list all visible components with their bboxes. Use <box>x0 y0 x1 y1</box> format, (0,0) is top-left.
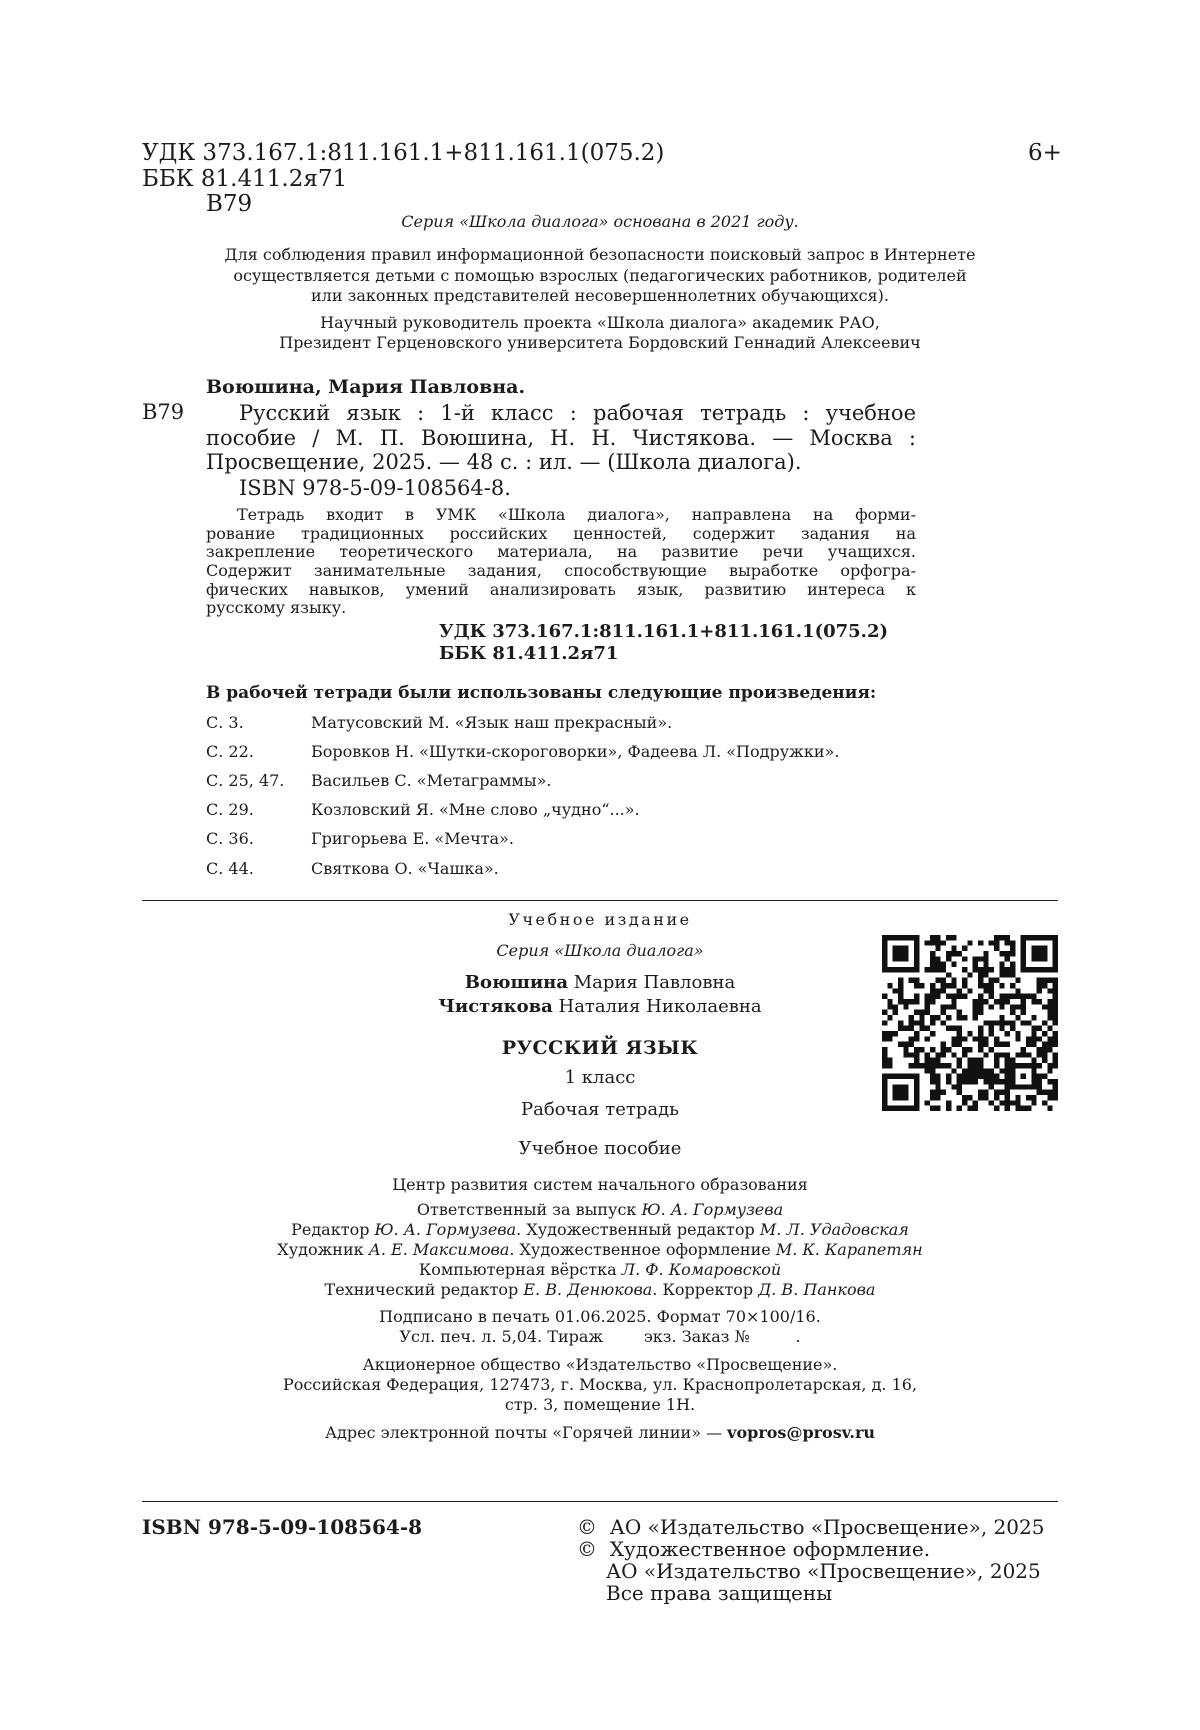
art-editor-label: . Художественный редактор <box>516 1220 760 1239</box>
layout-label: Компьютерная вёрстка <box>418 1260 622 1279</box>
catalog-mark: В79 <box>142 400 185 424</box>
annotation-line-5: фических навыков, умений анализировать язык, развитию интереса к <box>206 580 916 599</box>
supervisor-line-1: Научный руководитель проекта «Школа диалога» академик РАО, <box>320 313 880 332</box>
design-label: . Художественное оформление <box>509 1240 776 1259</box>
work-page: С. 29. <box>206 800 254 819</box>
series-note: Серия «Школа диалога» основана в 2021 году. <box>401 212 799 231</box>
catalog-description-line-2: пособие / М. П. Воюшина, Н. Н. Чистякова. — Москва : <box>206 425 916 450</box>
book-kind-2: Учебное пособие <box>518 1138 682 1159</box>
corrector-label: . Корректор <box>652 1280 759 1299</box>
catalog-description <box>206 401 916 475</box>
work-page: С. 25, 47. <box>206 771 285 790</box>
author-1-surname: Воюшина <box>464 972 569 993</box>
layout-line <box>142 1260 1058 1279</box>
divider-top <box>142 900 1058 901</box>
artist-name: А. Е. Максимова <box>368 1240 510 1259</box>
artists-line <box>142 1240 1058 1259</box>
tech-line <box>142 1280 1058 1299</box>
safety-note-line-3: или законных представителей несовершеннолетних обучающихся). <box>311 286 889 305</box>
catalog-description-line-1: Русский язык : 1-й класс : рабочая тетрадь : учебное <box>239 401 916 425</box>
annotation-line-3: закрепление теоретического материала, на развитие речи учащихся. <box>206 543 916 562</box>
book-title: РУССКИЙ ЯЗЫК <box>501 1037 699 1059</box>
catalog-author-heading: Воюшина, Мария Павловна. <box>206 376 526 398</box>
imprint-series: Серия «Школа диалога» <box>496 941 704 960</box>
work-page: С. 3. <box>206 713 244 732</box>
company-line: Акционерное общество «Издательство «Просвещение». <box>362 1355 838 1374</box>
tech-name: Е. В. Денюкова <box>523 1280 653 1299</box>
work-page: С. 44. <box>206 859 254 878</box>
email-line <box>142 1423 1058 1442</box>
annotation-line-1: Тетрадь входит в УМК «Школа диалога», направлена на форми- <box>237 506 916 524</box>
qr-code[interactable] <box>882 935 1058 1111</box>
signed-line: Подписано в печать 01.06.2025. Формат 70×100/16. <box>379 1307 821 1326</box>
catalog-udk: УДК 373.167.1:811.161.1+811.161.1(075.2) <box>439 621 888 642</box>
catalog-description-line-3: Просвещение, 2025. — 48 с. : ил. — (Школа диалога). <box>206 450 802 474</box>
email-label: Адрес электронной почты «Горячей линии» — <box>324 1423 728 1442</box>
author-mark: В79 <box>206 191 253 217</box>
annotation-line-4: Содержит занимательные задания, способствующие выработке орфогра- <box>206 562 916 581</box>
book-kind: Рабочая тетрадь <box>521 1099 679 1120</box>
author-2-name: Наталия Николаевна <box>552 996 762 1017</box>
print-sheets-line: Усл. печ. л. 5,04. Тираж экз. Заказ № . <box>399 1327 801 1346</box>
work-text: Васильев С. «Метаграммы». <box>311 771 552 790</box>
annotation-line-6: русскому языку. <box>206 598 347 618</box>
work-text: Боровков Н. «Шутки-скороговорки», Фадеева Л. «Подружки». <box>311 742 840 761</box>
work-text: Григорьева Е. «Мечта». <box>311 829 514 848</box>
address-line-2: стр. 3, помещение 1Н. <box>504 1395 696 1414</box>
work-page: С. 36. <box>206 829 254 848</box>
editor-name: Ю. А. Гормузева <box>374 1220 517 1239</box>
layout-name: Л. Ф. Комаровской <box>621 1260 782 1279</box>
art-editor-name: М. Л. Удадовская <box>759 1220 909 1239</box>
catalog-isbn: ISBN 978-5-09-108564-8. <box>239 476 511 500</box>
work-text: Матусовский М. «Язык наш прекрасный». <box>311 713 673 732</box>
catalog-bbk: ББК 81.411.2я71 <box>439 643 619 664</box>
responsible-line <box>142 1200 1058 1219</box>
email-address[interactable]: vopros@prosv.ru <box>727 1423 876 1442</box>
responsible-label: Ответственный за выпуск <box>416 1200 642 1219</box>
address-line-1: Российская Федерация, 127473, г. Москва, ул. Краснопролетарская, д. 16, <box>282 1375 918 1394</box>
bbk-code: ББК 81.411.2я71 <box>142 166 348 192</box>
author-1-name: Мария Павловна <box>568 972 736 993</box>
editor-label: Редактор <box>291 1220 375 1239</box>
copyright-line-2: © Художественное оформление. <box>577 1537 931 1561</box>
copyright-line-1: © АО «Издательство «Просвещение», 2025 <box>577 1515 1045 1539</box>
copyright-line-3: АО «Издательство «Просвещение», 2025 <box>606 1559 1041 1583</box>
footer-isbn: ISBN 978-5-09-108564-8 <box>142 1515 423 1539</box>
edition-type: Учебное издание <box>508 910 692 929</box>
works-heading: В рабочей тетради были использованы следующие произведения: <box>206 683 877 703</box>
tech-label: Технический редактор <box>324 1280 524 1299</box>
annotation-line-2: рование традиционных российских ценностей, содержит задания на <box>206 524 916 543</box>
safety-note-line-1: Для соблюдения правил информационной безопасности поисковый запрос в Интернете <box>224 245 976 264</box>
supervisor-line-2: Президент Герценовского университета Бордовский Геннадий Алексеевич <box>279 333 921 352</box>
safety-note-line-2: осуществляется детьми с помощью взрослых (педагогических работников, родителей <box>233 266 967 285</box>
publishing-center: Центр развития систем начального образования <box>392 1175 808 1194</box>
artist-label: Художник <box>277 1240 369 1259</box>
udk-code: УДК 373.167.1:811.161.1+811.161.1(075.2) <box>142 140 665 166</box>
divider-bottom <box>142 1501 1058 1502</box>
rights-line: Все права защищены <box>606 1581 833 1605</box>
work-page: С. 22. <box>206 742 254 761</box>
editors-line <box>142 1220 1058 1239</box>
age-rating: 6+ <box>1028 140 1062 166</box>
author-2-surname: Чистякова <box>438 996 553 1017</box>
corrector-name: Д. В. Панкова <box>758 1280 876 1299</box>
book-grade: 1 класс <box>564 1067 636 1088</box>
catalog-annotation <box>206 506 916 618</box>
design-name: М. К. Карапетян <box>775 1240 923 1259</box>
work-text: Святкова О. «Чашка». <box>311 859 499 878</box>
responsible-name: Ю. А. Гормузева <box>641 1200 784 1219</box>
work-text: Козловский Я. «Мне слово „чудно“...». <box>311 800 640 819</box>
